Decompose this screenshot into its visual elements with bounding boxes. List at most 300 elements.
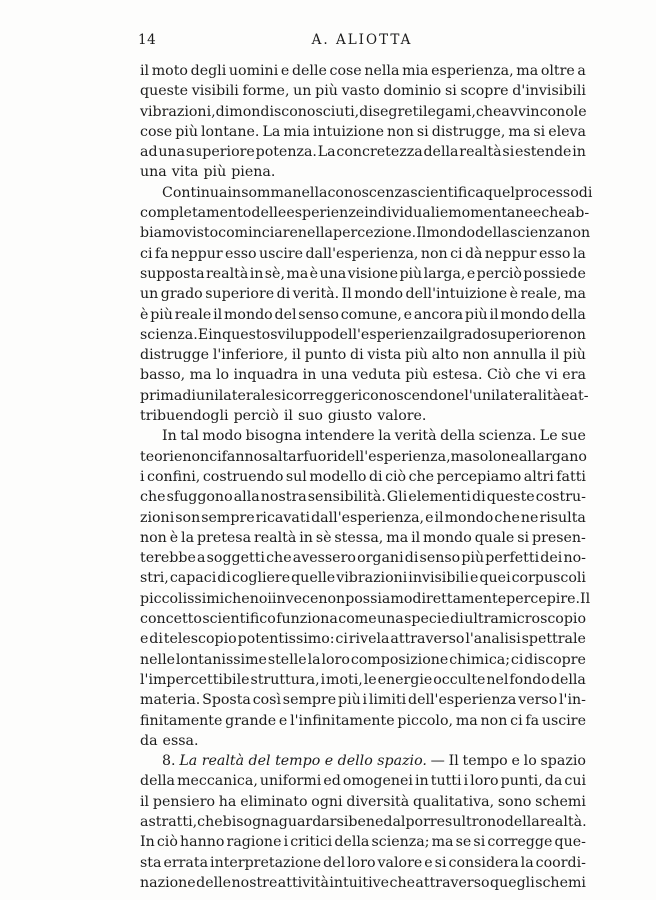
word: ci xyxy=(510,651,524,668)
word: sè xyxy=(315,529,332,546)
word: scienza. xyxy=(478,428,537,445)
word: perfetti xyxy=(485,550,540,567)
text-line xyxy=(140,508,586,528)
word: vibrazioni, xyxy=(140,103,216,120)
word: così xyxy=(252,692,281,709)
word: della xyxy=(140,773,176,790)
word: il xyxy=(291,347,301,364)
word: meccanica, xyxy=(177,773,258,790)
word: una xyxy=(319,265,347,282)
word: scienza; xyxy=(371,834,430,851)
word: più xyxy=(150,306,173,323)
word: ma xyxy=(189,367,212,384)
word: le xyxy=(573,103,587,120)
word: distrugge xyxy=(140,347,210,364)
text-line xyxy=(140,589,591,609)
word: occulte xyxy=(433,671,486,688)
word: tempo xyxy=(462,753,508,770)
word: perciò xyxy=(476,265,522,282)
word: i xyxy=(362,692,368,709)
word: cose xyxy=(140,123,173,140)
text-line xyxy=(140,711,586,731)
word: terebbe xyxy=(140,550,196,567)
word: si xyxy=(517,529,530,546)
word: uomini xyxy=(228,63,279,79)
word: la xyxy=(181,529,195,546)
word: ha xyxy=(218,793,237,810)
word: è xyxy=(140,306,149,323)
word: non xyxy=(480,712,508,729)
word: ed xyxy=(323,773,341,790)
word: queste xyxy=(140,83,188,100)
word: scopre xyxy=(460,83,509,100)
word: uscire xyxy=(258,245,304,262)
word: hanno xyxy=(180,834,225,851)
word: intuizione xyxy=(312,123,384,140)
word: del xyxy=(274,306,297,323)
word: quel xyxy=(483,184,515,201)
word: funziona xyxy=(276,611,338,628)
text-line xyxy=(140,345,586,365)
word: senso xyxy=(419,550,461,567)
text-line xyxy=(140,528,586,548)
word: momentanee xyxy=(448,205,542,222)
word: la xyxy=(520,854,534,871)
text-line xyxy=(140,447,586,467)
text-line xyxy=(140,650,586,670)
word: l'unilateralità xyxy=(464,387,562,404)
word: suo xyxy=(297,408,323,425)
word: che xyxy=(140,489,166,506)
word: vasto xyxy=(341,83,380,100)
word: ciò xyxy=(156,834,178,851)
word: ma xyxy=(286,265,309,282)
word: fondo xyxy=(509,671,550,688)
word: e xyxy=(511,753,520,770)
word: grado xyxy=(448,326,491,343)
text-line xyxy=(140,832,586,852)
word: estesa. xyxy=(432,367,483,384)
word: In xyxy=(162,428,177,445)
word: ci xyxy=(140,245,153,262)
word: uscire xyxy=(541,712,586,729)
word: quale xyxy=(474,529,515,546)
word: più xyxy=(203,164,227,181)
word: più xyxy=(337,692,361,709)
word: verità xyxy=(394,428,437,445)
word: stelle xyxy=(267,651,307,668)
text-line xyxy=(140,61,586,81)
word: ciò xyxy=(385,468,407,485)
word: sono xyxy=(497,793,532,810)
word: di xyxy=(578,184,593,201)
word: i xyxy=(320,671,326,688)
word: e xyxy=(140,631,149,648)
word: La xyxy=(317,144,336,161)
word: bene xyxy=(348,813,384,830)
word: che xyxy=(197,813,223,830)
word: composizione xyxy=(350,651,449,668)
word: ne xyxy=(520,509,539,526)
word: supposta xyxy=(140,265,205,282)
word: di xyxy=(350,347,364,364)
word: l'infinitamente xyxy=(290,712,395,729)
word: nel xyxy=(486,671,509,688)
word: a xyxy=(577,63,586,79)
word: ab- xyxy=(566,205,590,222)
word: stessa, xyxy=(334,529,384,546)
word: lontane. xyxy=(201,123,260,140)
word: stri, xyxy=(140,570,169,587)
text-line xyxy=(140,142,586,162)
word: teorie xyxy=(140,448,183,465)
word: realtà xyxy=(459,144,502,161)
word: materia. xyxy=(140,692,201,709)
word: possiamo xyxy=(345,590,413,607)
text-line xyxy=(140,467,586,487)
word: non xyxy=(563,225,591,242)
word: di xyxy=(182,387,196,404)
word: di xyxy=(276,286,291,303)
word: alla xyxy=(233,489,260,506)
word: allargano xyxy=(518,448,587,465)
word: più xyxy=(464,306,488,323)
word: loro xyxy=(321,651,350,668)
text-line xyxy=(140,609,586,629)
word: sul xyxy=(445,813,467,830)
word: della xyxy=(423,144,459,161)
word: esso xyxy=(538,245,571,262)
word: d'invisibili xyxy=(512,83,586,100)
word: nella xyxy=(364,63,400,79)
section-number: 8. xyxy=(162,753,176,770)
word: concretezza xyxy=(336,144,423,161)
word: la xyxy=(378,428,392,445)
text-line xyxy=(140,426,586,446)
word: sè, xyxy=(264,265,285,282)
word: la xyxy=(307,651,321,668)
word: i xyxy=(463,773,469,790)
word: distrugge, xyxy=(431,123,506,140)
word: e xyxy=(403,306,413,323)
word: è xyxy=(509,286,518,303)
word: il xyxy=(550,347,560,364)
word: visione xyxy=(347,265,399,282)
word: eliminato xyxy=(240,793,308,810)
word: La xyxy=(262,123,281,140)
text-line xyxy=(140,629,586,649)
word: e xyxy=(466,265,476,282)
word: no- xyxy=(563,550,586,567)
word: sfuggono xyxy=(166,489,233,506)
word: dell'esperienza xyxy=(408,692,517,709)
word: non xyxy=(462,347,490,364)
word: specie xyxy=(404,611,450,628)
word: lo xyxy=(215,367,230,384)
word: ad xyxy=(140,144,158,161)
text-line xyxy=(140,183,593,203)
word: avvincono xyxy=(501,103,574,120)
word: della xyxy=(440,428,476,445)
word: — xyxy=(430,753,445,770)
word: dell'intuizione xyxy=(405,286,508,303)
word: delle xyxy=(251,205,287,222)
word: mondi xyxy=(229,103,275,120)
word: scientifico xyxy=(202,611,276,628)
word: grado xyxy=(160,286,203,303)
word: il xyxy=(489,306,499,323)
word: noi xyxy=(249,590,272,607)
word: nostre xyxy=(231,874,278,891)
word: Ciò xyxy=(486,367,511,384)
word: potentissimo: xyxy=(237,631,335,648)
word: segreti xyxy=(372,103,423,120)
word: lo xyxy=(523,753,537,770)
word: più xyxy=(175,123,198,140)
word: era xyxy=(562,367,586,384)
word: come xyxy=(338,611,377,628)
word: dell'esperienza, xyxy=(337,448,451,465)
word: eleva xyxy=(548,123,586,140)
word: senso xyxy=(298,306,339,323)
word: vista xyxy=(367,347,402,364)
word: individuali xyxy=(364,205,440,222)
text-line xyxy=(140,386,589,406)
word: cominciare xyxy=(218,225,298,242)
word: esso xyxy=(225,245,257,262)
word: è xyxy=(309,265,319,282)
word: piccolissimi xyxy=(140,590,225,607)
word: realtà xyxy=(253,529,297,546)
word: spazio xyxy=(540,753,586,770)
word: un xyxy=(140,286,159,303)
word: soggetti xyxy=(206,550,265,567)
word: nostra xyxy=(260,489,307,506)
word: moto xyxy=(151,63,188,79)
word: si xyxy=(502,144,515,161)
word: esperienza, xyxy=(431,63,514,79)
word: più xyxy=(315,83,338,100)
word: mondo xyxy=(354,286,404,303)
word: scienza xyxy=(510,225,564,242)
word: que- xyxy=(554,834,586,851)
word: basso, xyxy=(140,367,186,384)
word: percepiamo xyxy=(436,468,522,485)
word: telescopio xyxy=(163,631,237,648)
word: sviluppo xyxy=(270,326,331,343)
word: E xyxy=(197,326,209,343)
word: dall'esperienza, xyxy=(305,245,419,262)
word: neppur xyxy=(484,245,537,262)
word: quelle xyxy=(291,570,336,587)
word: cogliere xyxy=(231,570,291,587)
word: ancora xyxy=(413,306,464,323)
word: se xyxy=(455,834,472,851)
word: l'analisi xyxy=(465,631,521,648)
word: in xyxy=(299,529,313,546)
word: non xyxy=(420,245,448,262)
word: e xyxy=(561,387,570,404)
word: trono xyxy=(466,813,505,830)
text-line xyxy=(140,568,586,588)
word: mia xyxy=(402,63,429,79)
word: schemi xyxy=(535,793,586,810)
word: risulta xyxy=(539,509,586,526)
word: visibili xyxy=(191,83,239,100)
text-line xyxy=(140,792,586,812)
word: più xyxy=(405,367,429,384)
text-line xyxy=(140,853,586,873)
word: si xyxy=(444,83,457,100)
word: son xyxy=(175,509,201,526)
word: conoscenza xyxy=(327,184,411,201)
word: una xyxy=(140,164,167,181)
word: non xyxy=(140,529,167,546)
word: della xyxy=(550,671,586,688)
word: essa. xyxy=(162,732,199,749)
word: nelle xyxy=(140,651,176,668)
word: ricavati xyxy=(255,509,311,526)
word: mondo xyxy=(444,509,494,526)
word: Sposta xyxy=(202,692,251,709)
word: loro xyxy=(470,773,499,790)
word: ma xyxy=(508,123,531,140)
word: di xyxy=(450,611,464,628)
word: ragione xyxy=(226,834,282,851)
word: e xyxy=(278,712,288,729)
word: fanno xyxy=(221,448,263,465)
word: mondo xyxy=(223,306,273,323)
word: invisibili xyxy=(408,570,470,587)
word: della xyxy=(475,225,511,242)
word: esperienze xyxy=(286,205,365,222)
word: l'in- xyxy=(559,692,586,709)
word: spettrale xyxy=(521,631,586,648)
word: nella xyxy=(297,225,333,242)
word: i xyxy=(283,834,289,851)
word: dal xyxy=(383,813,406,830)
word: presen- xyxy=(531,529,586,546)
text-line xyxy=(140,873,586,893)
word: neppur xyxy=(171,245,223,262)
word: in xyxy=(415,773,429,790)
text-line xyxy=(140,365,586,385)
word: uniformi xyxy=(259,773,322,790)
word: nella xyxy=(292,184,328,201)
text-line xyxy=(140,305,586,325)
word: che xyxy=(494,509,520,526)
word: inquadra xyxy=(233,367,299,384)
word: si xyxy=(274,387,286,404)
word: organi xyxy=(357,550,404,567)
word: di xyxy=(149,631,163,648)
word: processo xyxy=(514,184,579,201)
word: elementi xyxy=(408,489,471,506)
word: superiore xyxy=(205,286,275,303)
text-line xyxy=(140,162,586,182)
word: le xyxy=(363,671,377,688)
word: Continua xyxy=(162,184,228,201)
text-line xyxy=(140,690,586,710)
word: una xyxy=(320,367,348,384)
word: grande xyxy=(225,712,277,729)
word: una xyxy=(377,611,404,628)
running-head-author: A. ALIOTTA xyxy=(311,32,413,48)
word: corpuscoli xyxy=(511,570,586,587)
word: modello xyxy=(309,468,367,485)
word: prima xyxy=(140,387,183,404)
word: lontanissime xyxy=(175,651,267,668)
word: mondo xyxy=(500,306,550,323)
word: ma xyxy=(455,712,478,729)
word: non xyxy=(387,123,414,140)
word: dominio xyxy=(383,83,442,100)
word: astratti, xyxy=(140,813,198,830)
word: finitamente xyxy=(140,712,223,729)
word: ogni xyxy=(311,793,343,810)
text-line xyxy=(140,264,586,284)
word: ci xyxy=(510,712,523,729)
word: Il xyxy=(580,590,591,607)
word: annulla xyxy=(493,347,547,364)
word: ultramicroscopio xyxy=(464,611,586,628)
word: invece xyxy=(271,590,319,607)
word: guardarsi xyxy=(278,813,349,830)
word: costru- xyxy=(535,489,586,506)
section-heading-line xyxy=(140,751,586,771)
word: non xyxy=(559,326,586,343)
word: non xyxy=(318,590,346,607)
word: reale xyxy=(174,306,212,323)
word: tutti xyxy=(430,773,462,790)
word: mondo xyxy=(426,225,476,242)
word: in xyxy=(572,144,586,161)
word: il xyxy=(438,326,449,343)
word: che xyxy=(475,103,502,120)
word: at- xyxy=(569,387,589,404)
word: giusto xyxy=(327,408,373,425)
word: tal xyxy=(180,428,199,445)
word: realtà xyxy=(205,265,249,282)
word: valore. xyxy=(377,408,427,425)
body-text xyxy=(140,61,593,893)
word: è xyxy=(169,529,179,546)
word: di xyxy=(368,468,383,485)
word: modo xyxy=(202,428,243,445)
word: concetto xyxy=(140,611,202,628)
word: loro xyxy=(347,854,376,871)
word: pensiero xyxy=(152,793,216,810)
word: nazione xyxy=(140,874,196,891)
word: veduta xyxy=(352,367,401,384)
word: ne xyxy=(501,448,519,465)
word: quei xyxy=(479,570,511,587)
word: porre xyxy=(405,813,446,830)
word: tribuendogli xyxy=(140,408,229,425)
word: oltre xyxy=(540,63,575,79)
word: omogenei xyxy=(342,773,413,790)
word: bisogna xyxy=(222,813,279,830)
word: percepire. xyxy=(506,590,581,607)
word: vita xyxy=(171,164,199,181)
word: degli xyxy=(190,63,227,79)
text-line xyxy=(140,731,586,751)
word: si xyxy=(473,834,486,851)
word: legami, xyxy=(422,103,476,120)
word: intuitive xyxy=(329,874,390,891)
word: sta xyxy=(140,854,162,871)
word: cui xyxy=(564,773,586,790)
